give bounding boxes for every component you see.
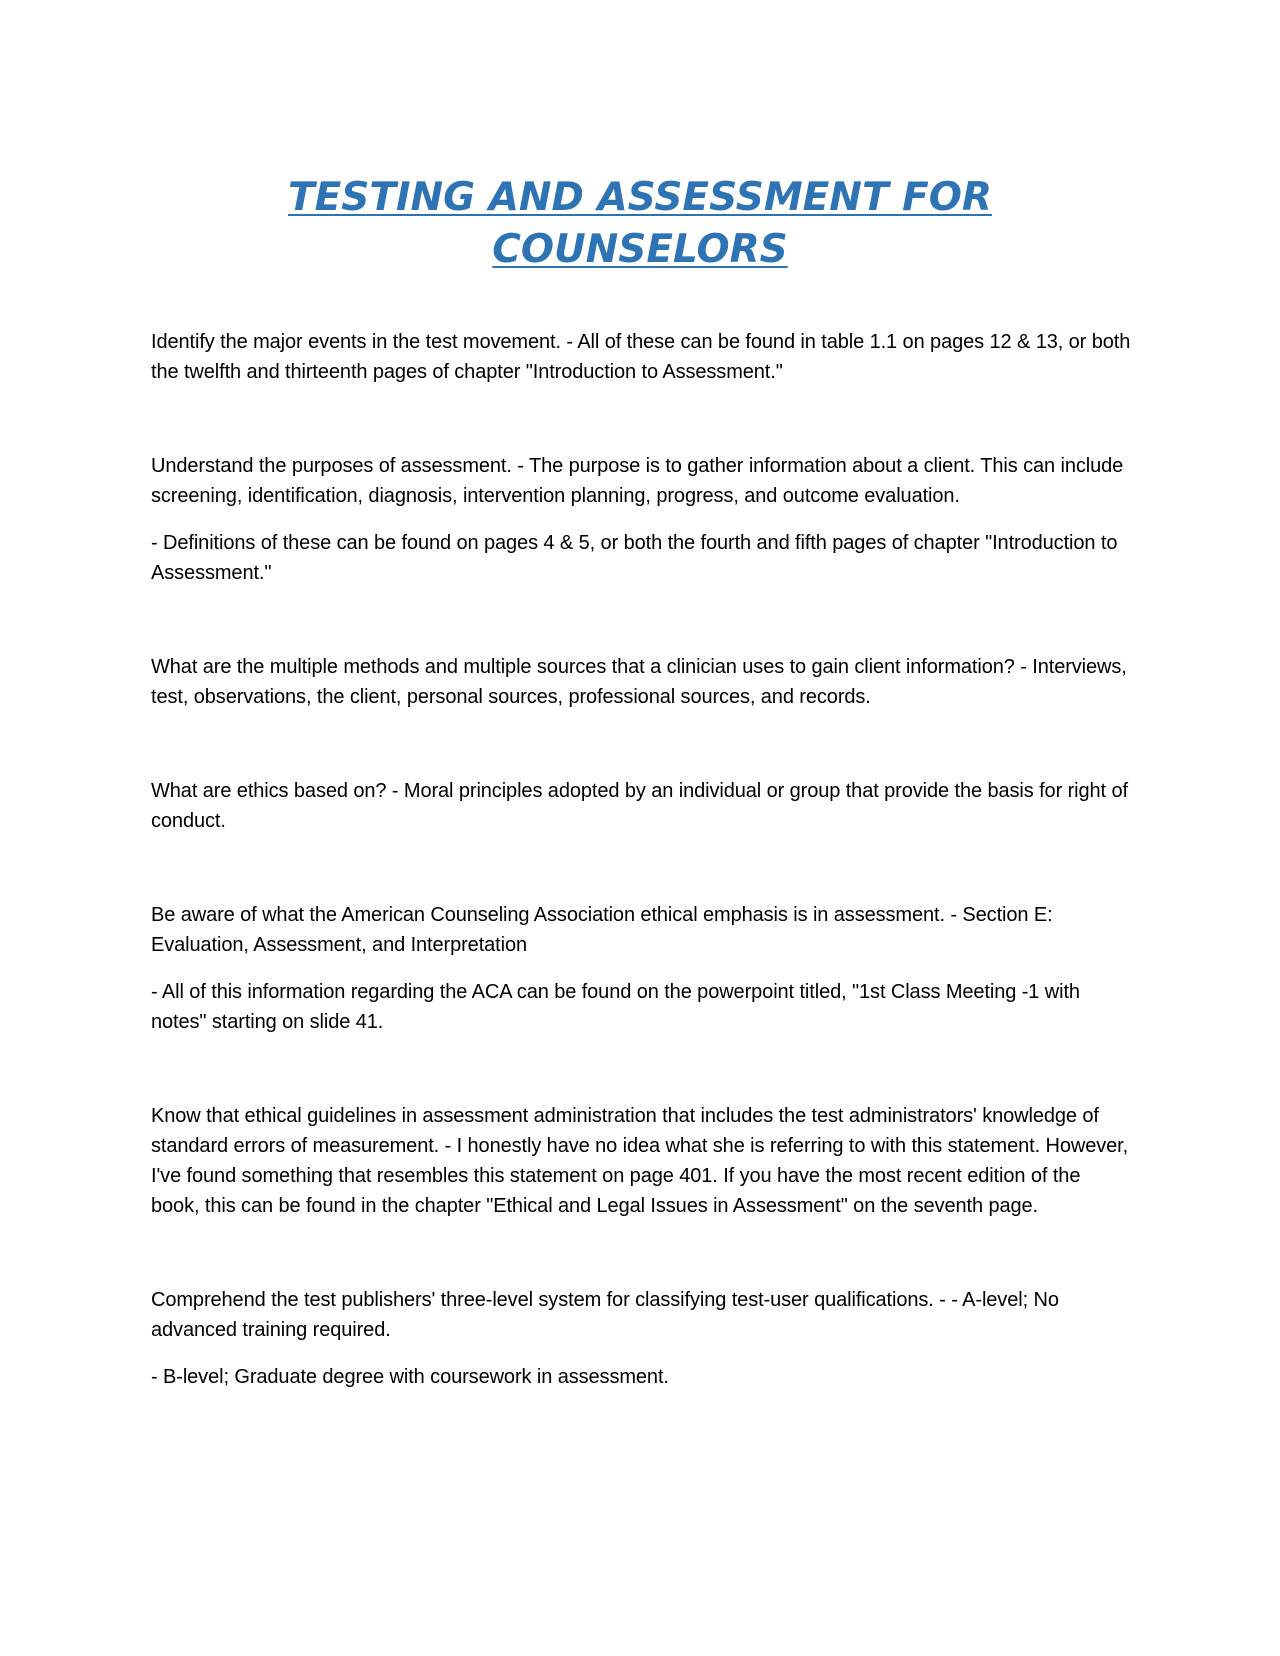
paragraph-definitions: - Definitions of these can be found on pages 4 & 5, or both the fourth and fifth pages of chapter "Introduction to Assessment." (151, 532, 1118, 584)
paragraph-three-level-system: Comprehend the test publishers' three-level system for classifying test-user qualifications. - - A-level; No advanced training required. (151, 1289, 1059, 1341)
paragraph-aca-powerpoint: - All of this information regarding the ACA can be found on the powerpoint titled, "1st Class Meeting -1 with notes" starting on slide 41. (151, 981, 1080, 1033)
paragraph-aca-emphasis: Be aware of what the American Counseling Association ethical emphasis is in assessment. - Section E: Evaluation, Assessment, and Interpretation (151, 904, 1053, 956)
paragraph-b-level: - B-level; Graduate degree with coursework in assessment. (151, 1366, 669, 1388)
paragraph-methods-sources: What are the multiple methods and multiple sources that a clinician uses to gain client information? - Interviews, test, observations, the client, personal sources, professional sources, and records. (151, 656, 1127, 708)
paragraph-test-movement: Identify the major events in the test movement. - All of these can be found in table 1.1 on pages 12 & 13, or both the twelfth and thirteenth pages of chapter "Introduction to Assessment." (151, 331, 1131, 383)
document-body (151, 327, 1131, 1392)
paragraph-ethical-guidelines: Know that ethical guidelines in assessment administration that includes the test administrators' knowledge of standard errors of measurement. - I honestly have no idea what she is referring to with this statement. However, I've found something that resembles this statement on page 401. If you have the most recent edition of the book, this can be found in the chapter "Ethical and Legal Issues in Assessment" on the seventh page. (151, 1105, 1129, 1217)
paragraph-purposes: Understand the purposes of assessment. - The purpose is to gather information about a client. This can include screening, identification, diagnosis, intervention planning, progress, and outcome evaluation. (151, 455, 1124, 507)
document-title: TESTING AND ASSESSMENT FOR COUNSELORS (288, 175, 992, 272)
paragraph-ethics-basis: What are ethics based on? - Moral principles adopted by an individual or group that provide the basis for right of conduct. (151, 780, 1128, 832)
